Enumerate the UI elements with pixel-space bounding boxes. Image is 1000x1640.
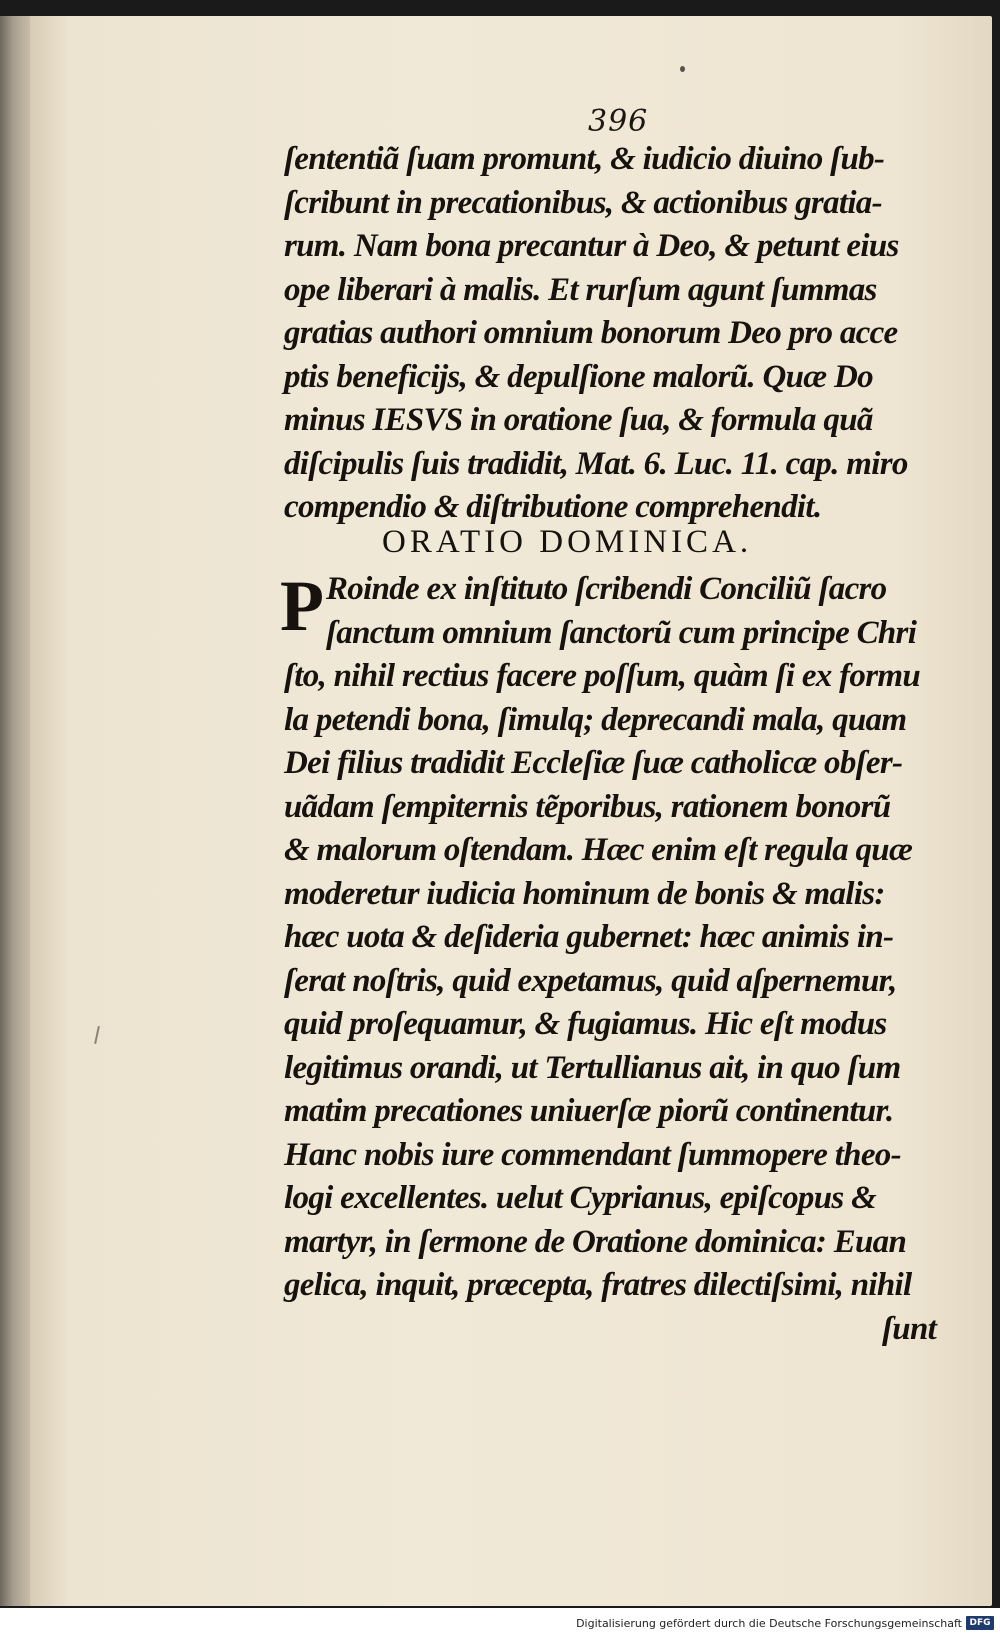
- text-line: diſcipulis ſuis tradidit, Mat. 6. Luc. 11. cap. miro: [284, 445, 908, 482]
- text-line: legitimus orandi, ut Tertullianus ait, in quo ſum: [284, 1049, 901, 1086]
- text-line: ptis beneficijs, & depulſione malorũ. Quæ Do: [284, 358, 873, 395]
- text-line: rum. Nam bona precantur à Deo, & petunt eius: [284, 228, 899, 264]
- text-line: hæc uota & deſideria gubernet: hæc animis in-: [284, 919, 894, 955]
- paragraph-before-heading: [284, 138, 954, 530]
- text-line: ope liberari à malis. Et rurſum agunt ſummas: [284, 271, 877, 308]
- text-line: uãdam ſempiternis tẽporibus, rationem bonorũ: [284, 788, 891, 825]
- text-line: logi excellentes. uelut Cyprianus, epiſcopus &: [284, 1180, 877, 1216]
- drop-initial: P: [280, 566, 324, 646]
- paragraph-oratio-dominica: [284, 568, 954, 1351]
- ink-spot: [680, 66, 685, 72]
- text-line: la petendi bona, ſimulq; deprecandi mala, quam: [284, 701, 907, 738]
- margin-mark: [94, 1026, 100, 1044]
- text-line: ſententiã ſuam promunt, & iudicio diuino ſub-: [284, 141, 885, 177]
- funding-credit: Digitalisierung gefördert durch die Deutsche Forschungsgemeinschaft: [576, 1617, 962, 1630]
- text-line: martyr, in ſermone de Oratione dominica: Euan: [284, 1223, 907, 1260]
- page-gutter: [0, 16, 34, 1606]
- text-line: ſerat noſtris, quid expetamus, quid aſpernemur,: [284, 962, 897, 999]
- dfg-logo: DFG: [966, 1616, 994, 1630]
- text-line: gelica, inquit, præcepta, fratres dilectiſsimi, nihil: [284, 1267, 912, 1303]
- text-line: ſcribunt in precationibus, & actionibus gratia-: [284, 184, 882, 221]
- text-line: quid proſequamur, & fugiamus. Hic eſt modus: [284, 1006, 887, 1042]
- text-line: gratias authori omnium bonorum Deo pro acce: [284, 315, 898, 351]
- text-line: ſto, nihil rectius facere poſſum, quàm ſi ex formu: [284, 658, 920, 694]
- text-line: moderetur iudicia hominum de bonis & malis:: [284, 875, 885, 912]
- text-line: Hanc nobis iure commendant ſummopere theo-: [284, 1136, 901, 1173]
- text-line: & malorum oſtendam. Hæc enim eſt regula quæ: [284, 832, 913, 868]
- text-line: matim precationes uniuerſæ piorũ continentur.: [284, 1093, 894, 1129]
- text-line: minus IESVS in oratione ſua, & formula quã: [284, 402, 873, 438]
- page-number: 396: [588, 104, 649, 139]
- text-line: Roinde ex inſtituto ſcribendi Conciliũ ſacro: [326, 571, 887, 607]
- catchword: ſunt: [882, 1310, 937, 1347]
- text-line: compendio & diſtributione comprehendit.: [284, 489, 822, 525]
- text-line: Dei filius tradidit Eccleſiæ ſuæ catholicæ obſer-: [284, 745, 903, 781]
- footer-bar: [0, 1608, 1000, 1640]
- section-heading: ORATIO DOMINICA.: [382, 524, 753, 560]
- text-line: ſanctum omnium ſanctorũ cum principe Chri: [326, 614, 917, 651]
